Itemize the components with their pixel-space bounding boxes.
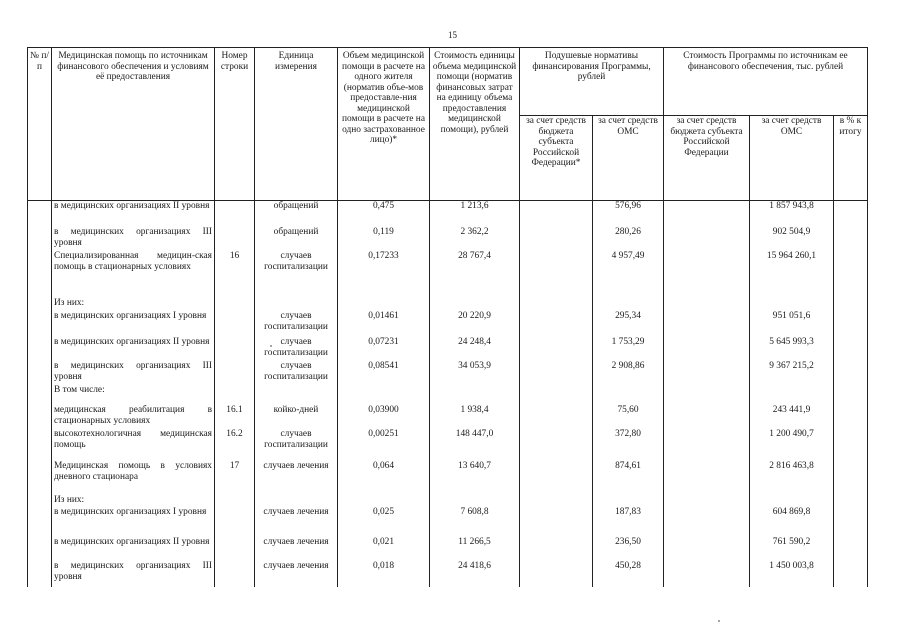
cell-care-type: Из них: bbox=[52, 495, 215, 507]
cell-budget-total bbox=[664, 429, 750, 461]
cell-number bbox=[28, 201, 52, 227]
cell-row-number bbox=[215, 337, 255, 361]
cell-volume: 0,025 bbox=[338, 507, 430, 537]
cell-row-number bbox=[215, 227, 255, 251]
cell-care-type: в медицинских организациях I уровня bbox=[52, 311, 215, 337]
cell-number bbox=[28, 251, 52, 298]
cell-row-number bbox=[215, 201, 255, 227]
cell-unit bbox=[255, 495, 338, 507]
cell-number bbox=[28, 461, 52, 495]
cell-volume: 0,064 bbox=[338, 461, 430, 495]
cell-oms-total bbox=[750, 298, 834, 311]
table-row bbox=[28, 561, 868, 587]
cell-oms-percapita bbox=[593, 495, 664, 507]
header-program-cost-group: Стоимость Программы по источникам ее финансового обеспечения, тыс. рублей bbox=[664, 48, 868, 116]
cell-unit: случаев госпитализации bbox=[255, 429, 338, 461]
cell-unit-cost bbox=[430, 298, 520, 311]
cell-budget-total bbox=[664, 298, 750, 311]
cell-unit: обращений bbox=[255, 201, 338, 227]
cell-percent bbox=[834, 227, 868, 251]
cell-volume: 0,07231 bbox=[338, 337, 430, 361]
cell-row-number: 17 bbox=[215, 461, 255, 495]
header-oms-percapita: за счет средств ОМС bbox=[593, 116, 664, 201]
cell-unit-cost: 1 213,6 bbox=[430, 201, 520, 227]
cell-oms-percapita: 236,50 bbox=[593, 537, 664, 561]
cell-oms-percapita: 874,61 bbox=[593, 461, 664, 495]
cell-oms-total bbox=[750, 385, 834, 405]
header-care-type: Медицинская помощь по источникам финансового обеспечения и условиям её предоставления bbox=[52, 48, 215, 201]
table-row bbox=[28, 507, 868, 537]
table-row bbox=[28, 361, 868, 385]
cell-oms-total: 9 367 215,2 bbox=[750, 361, 834, 385]
cell-row-number: 16.2 bbox=[215, 429, 255, 461]
cell-budget-total bbox=[664, 311, 750, 337]
cell-percent bbox=[834, 337, 868, 361]
cell-unit-cost: 20 220,9 bbox=[430, 311, 520, 337]
cell-row-number bbox=[215, 361, 255, 385]
table-row bbox=[28, 461, 868, 495]
cell-oms-total: 1 857 943,8 bbox=[750, 201, 834, 227]
cell-oms-total: 5 645 993,3 bbox=[750, 337, 834, 361]
table-row bbox=[28, 337, 868, 361]
cell-budget-total bbox=[664, 507, 750, 537]
cell-budget-percapita bbox=[520, 311, 593, 337]
cell-number bbox=[28, 507, 52, 537]
scan-speck bbox=[270, 345, 272, 347]
cell-care-type: в медицинских организациях II уровня bbox=[52, 337, 215, 361]
header-volume: Объем медицинской помощи в расчете на одного жителя (норматив объе-мов предоставле-ния медицинской помощи в расчете на одно застрахованное лицо)* bbox=[338, 48, 430, 201]
cell-number bbox=[28, 495, 52, 507]
page-number: 15 bbox=[448, 30, 457, 40]
cell-unit-cost: 24 418,6 bbox=[430, 561, 520, 587]
cell-row-number bbox=[215, 311, 255, 337]
cell-number bbox=[28, 385, 52, 405]
cell-budget-total bbox=[664, 461, 750, 495]
cell-volume: 0,021 bbox=[338, 537, 430, 561]
cell-unit-cost: 11 266,5 bbox=[430, 537, 520, 561]
cell-budget-total bbox=[664, 405, 750, 429]
cell-percent bbox=[834, 298, 868, 311]
cell-care-type: высокотехнологичная медицинская помощь bbox=[52, 429, 215, 461]
cell-number bbox=[28, 337, 52, 361]
cell-row-number bbox=[215, 561, 255, 587]
cell-oms-total: 604 869,8 bbox=[750, 507, 834, 537]
cell-unit-cost: 148 447,0 bbox=[430, 429, 520, 461]
cell-oms-percapita bbox=[593, 298, 664, 311]
cell-oms-total: 902 504,9 bbox=[750, 227, 834, 251]
cell-oms-percapita: 4 957,49 bbox=[593, 251, 664, 298]
cell-budget-percapita bbox=[520, 385, 593, 405]
table-row bbox=[28, 385, 868, 405]
cell-row-number bbox=[215, 507, 255, 537]
cell-oms-total bbox=[750, 495, 834, 507]
cell-unit: случаев лечения bbox=[255, 507, 338, 537]
cell-budget-percapita bbox=[520, 429, 593, 461]
cell-care-type: в медицинских организациях III уровня bbox=[52, 561, 215, 587]
cell-oms-percapita: 280,26 bbox=[593, 227, 664, 251]
cell-budget-total bbox=[664, 361, 750, 385]
cell-row-number bbox=[215, 537, 255, 561]
cell-number bbox=[28, 561, 52, 587]
table-body bbox=[28, 201, 868, 587]
cell-volume bbox=[338, 298, 430, 311]
cell-unit bbox=[255, 298, 338, 311]
cell-number bbox=[28, 429, 52, 461]
cell-percent bbox=[834, 537, 868, 561]
cell-row-number: 16 bbox=[215, 251, 255, 298]
cell-oms-percapita: 372,80 bbox=[593, 429, 664, 461]
cell-oms-percapita bbox=[593, 385, 664, 405]
cell-number bbox=[28, 361, 52, 385]
header-unit-cost: Стоимость единицы объема медицинской помощи (норматив финансовых затрат на единицу объема предоставления медицинской помощи), рублей bbox=[430, 48, 520, 201]
table-row bbox=[28, 495, 868, 507]
cell-number bbox=[28, 537, 52, 561]
cell-care-type: в медицинских организациях III уровня bbox=[52, 361, 215, 385]
cell-unit-cost: 2 362,2 bbox=[430, 227, 520, 251]
cell-budget-total bbox=[664, 495, 750, 507]
cell-oms-percapita: 1 753,29 bbox=[593, 337, 664, 361]
cell-unit: койко-дней bbox=[255, 405, 338, 429]
cell-number bbox=[28, 311, 52, 337]
cell-unit: случаев лечения bbox=[255, 537, 338, 561]
cell-volume: 0,00251 bbox=[338, 429, 430, 461]
cell-budget-total bbox=[664, 385, 750, 405]
cell-volume bbox=[338, 495, 430, 507]
cell-unit-cost: 24 248,4 bbox=[430, 337, 520, 361]
cell-unit-cost: 1 938,4 bbox=[430, 405, 520, 429]
cell-percent bbox=[834, 201, 868, 227]
cell-oms-percapita: 576,96 bbox=[593, 201, 664, 227]
header-unit: Единица измерения bbox=[255, 48, 338, 201]
cell-care-type: в медицинских организациях II уровня bbox=[52, 201, 215, 227]
cell-unit-cost: 7 608,8 bbox=[430, 507, 520, 537]
cell-percent bbox=[834, 507, 868, 537]
cell-volume: 0,08541 bbox=[338, 361, 430, 385]
cell-unit: случаев госпитализации bbox=[255, 361, 338, 385]
cell-oms-total: 2 816 463,8 bbox=[750, 461, 834, 495]
cell-budget-total bbox=[664, 561, 750, 587]
cell-oms-total: 761 590,2 bbox=[750, 537, 834, 561]
cell-volume: 0,119 bbox=[338, 227, 430, 251]
header-percent: в % к итогу bbox=[834, 116, 868, 201]
table-row bbox=[28, 537, 868, 561]
cell-oms-percapita: 295,34 bbox=[593, 311, 664, 337]
cell-percent bbox=[834, 405, 868, 429]
cell-volume: 0,17233 bbox=[338, 251, 430, 298]
cell-budget-percapita bbox=[520, 201, 593, 227]
cell-unit: случаев госпитализации bbox=[255, 337, 338, 361]
cell-care-type: медицинская реабилитация в стационарных условиях bbox=[52, 405, 215, 429]
cell-budget-percapita bbox=[520, 361, 593, 385]
table-row bbox=[28, 311, 868, 337]
cell-percent bbox=[834, 461, 868, 495]
table-row bbox=[28, 405, 868, 429]
cell-unit: обращений bbox=[255, 227, 338, 251]
cell-oms-total: 1 450 003,8 bbox=[750, 561, 834, 587]
table-row bbox=[28, 201, 868, 227]
cell-row-number bbox=[215, 385, 255, 405]
cell-care-type: Специализированная медицин-ская помощь в стационарных условиях bbox=[52, 251, 215, 298]
cell-budget-percapita bbox=[520, 251, 593, 298]
cell-care-type: Медицинская помощь в условиях дневного стационара bbox=[52, 461, 215, 495]
cell-percent bbox=[834, 561, 868, 587]
cell-unit: случаев госпитализации bbox=[255, 251, 338, 298]
table-row bbox=[28, 251, 868, 298]
cell-number bbox=[28, 405, 52, 429]
cell-budget-total bbox=[664, 337, 750, 361]
cell-unit-cost: 34 053,9 bbox=[430, 361, 520, 385]
table-header bbox=[28, 48, 868, 201]
cell-budget-percapita bbox=[520, 537, 593, 561]
cell-percent bbox=[834, 311, 868, 337]
header-budget-total: за счет средств бюджета субъекта Российской Федерации bbox=[664, 116, 750, 201]
cell-care-type: в медицинских организациях III уровня bbox=[52, 227, 215, 251]
cell-volume: 0,018 bbox=[338, 561, 430, 587]
cell-budget-percapita bbox=[520, 227, 593, 251]
cell-oms-percapita: 2 908,86 bbox=[593, 361, 664, 385]
cell-unit bbox=[255, 385, 338, 405]
cell-oms-percapita: 187,83 bbox=[593, 507, 664, 537]
financing-table bbox=[27, 47, 868, 587]
cell-budget-percapita bbox=[520, 561, 593, 587]
cell-care-type: Из них: bbox=[52, 298, 215, 311]
cell-unit: случаев лечения bbox=[255, 561, 338, 587]
cell-percent bbox=[834, 385, 868, 405]
cell-unit-cost: 13 640,7 bbox=[430, 461, 520, 495]
table-row bbox=[28, 429, 868, 461]
cell-row-number: 16.1 bbox=[215, 405, 255, 429]
cell-oms-total: 243 441,9 bbox=[750, 405, 834, 429]
table-row bbox=[28, 227, 868, 251]
cell-unit-cost bbox=[430, 495, 520, 507]
cell-row-number bbox=[215, 298, 255, 311]
cell-budget-percapita bbox=[520, 507, 593, 537]
cell-oms-total: 15 964 260,1 bbox=[750, 251, 834, 298]
table-row bbox=[28, 298, 868, 311]
cell-number bbox=[28, 298, 52, 311]
header-percapita-group: Подушевые нормативы финансирования Программы, рублей bbox=[520, 48, 664, 116]
header-budget-percapita: за счет средств бюджета субъекта Российской Федерации* bbox=[520, 116, 593, 201]
cell-budget-percapita bbox=[520, 298, 593, 311]
cell-volume: 0,475 bbox=[338, 201, 430, 227]
cell-percent bbox=[834, 429, 868, 461]
cell-percent bbox=[834, 495, 868, 507]
cell-volume: 0,01461 bbox=[338, 311, 430, 337]
cell-oms-percapita: 450,28 bbox=[593, 561, 664, 587]
cell-care-type: в медицинских организациях I уровня bbox=[52, 507, 215, 537]
cell-volume bbox=[338, 385, 430, 405]
cell-unit: случаев госпитализации bbox=[255, 311, 338, 337]
cell-unit-cost: 28 767,4 bbox=[430, 251, 520, 298]
cell-number bbox=[28, 227, 52, 251]
header-number: № п/п bbox=[28, 48, 52, 201]
cell-oms-percapita: 75,60 bbox=[593, 405, 664, 429]
scan-speck bbox=[718, 620, 720, 622]
cell-budget-total bbox=[664, 537, 750, 561]
cell-budget-percapita bbox=[520, 337, 593, 361]
cell-oms-total: 951 051,6 bbox=[750, 311, 834, 337]
cell-row-number bbox=[215, 495, 255, 507]
cell-budget-total bbox=[664, 227, 750, 251]
cell-budget-percapita bbox=[520, 461, 593, 495]
cell-percent bbox=[834, 251, 868, 298]
cell-unit-cost bbox=[430, 385, 520, 405]
header-oms-total: за счет средств ОМС bbox=[750, 116, 834, 201]
cell-percent bbox=[834, 361, 868, 385]
cell-budget-percapita bbox=[520, 405, 593, 429]
cell-budget-total bbox=[664, 201, 750, 227]
cell-budget-percapita bbox=[520, 495, 593, 507]
cell-budget-total bbox=[664, 251, 750, 298]
cell-oms-total: 1 200 490,7 bbox=[750, 429, 834, 461]
cell-unit: случаев лечения bbox=[255, 461, 338, 495]
cell-volume: 0,03900 bbox=[338, 405, 430, 429]
header-row-number: Номер строки bbox=[215, 48, 255, 201]
cell-care-type: В том числе: bbox=[52, 385, 215, 405]
cell-care-type: в медицинских организациях II уровня bbox=[52, 537, 215, 561]
